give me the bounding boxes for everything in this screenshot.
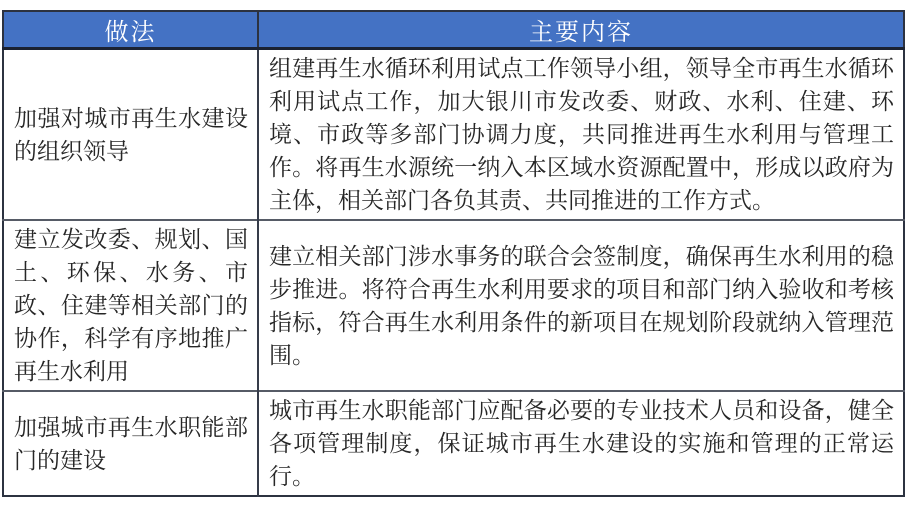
table-row [3, 49, 904, 221]
content-cell: 城市再生水职能部门应配备必要的专业技术人员和设备，健全各项管理制度，保证城市再生水建设的实施和管理的正常运行。 [258, 391, 904, 496]
method-cell: 加强对城市再生水建设的组织领导 [14, 105, 248, 164]
table-header-row [3, 11, 904, 49]
content-cell: 组建再生水循环利用试点工作领导小组，领导全市再生水循环利用试点工作，加大银川市发改委、财政、水利、住建、环境、市政等多部门协调力度，共同推进再生水利用与管理工作。将再生水源统一纳入本区域水资源配置中，形成以政府为主体，相关部门各负其责、共同推进的工作方式。 [258, 49, 904, 221]
header-cell-content: 主要内容 [258, 11, 904, 49]
table-row [3, 391, 904, 496]
content-cell: 建立相关部门涉水事务的联合会签制度，确保再生水利用的稳步推进。将符合再生水利用要求的项目和部门纳入验收和考核指标，符合再生水利用条件的新项目在规划阶段就纳入管理范围。 [258, 220, 904, 391]
header-cell-method: 做法 [3, 11, 258, 49]
method-cell: 建立发改委、规划、国土、环保、水务、市政、住建等相关部门的协作，科学有序地推广再生水利用 [3, 220, 258, 391]
table-row [3, 220, 904, 391]
measures-table [2, 10, 905, 497]
method-cell: 加强城市再生水职能部门的建设 [3, 391, 258, 496]
